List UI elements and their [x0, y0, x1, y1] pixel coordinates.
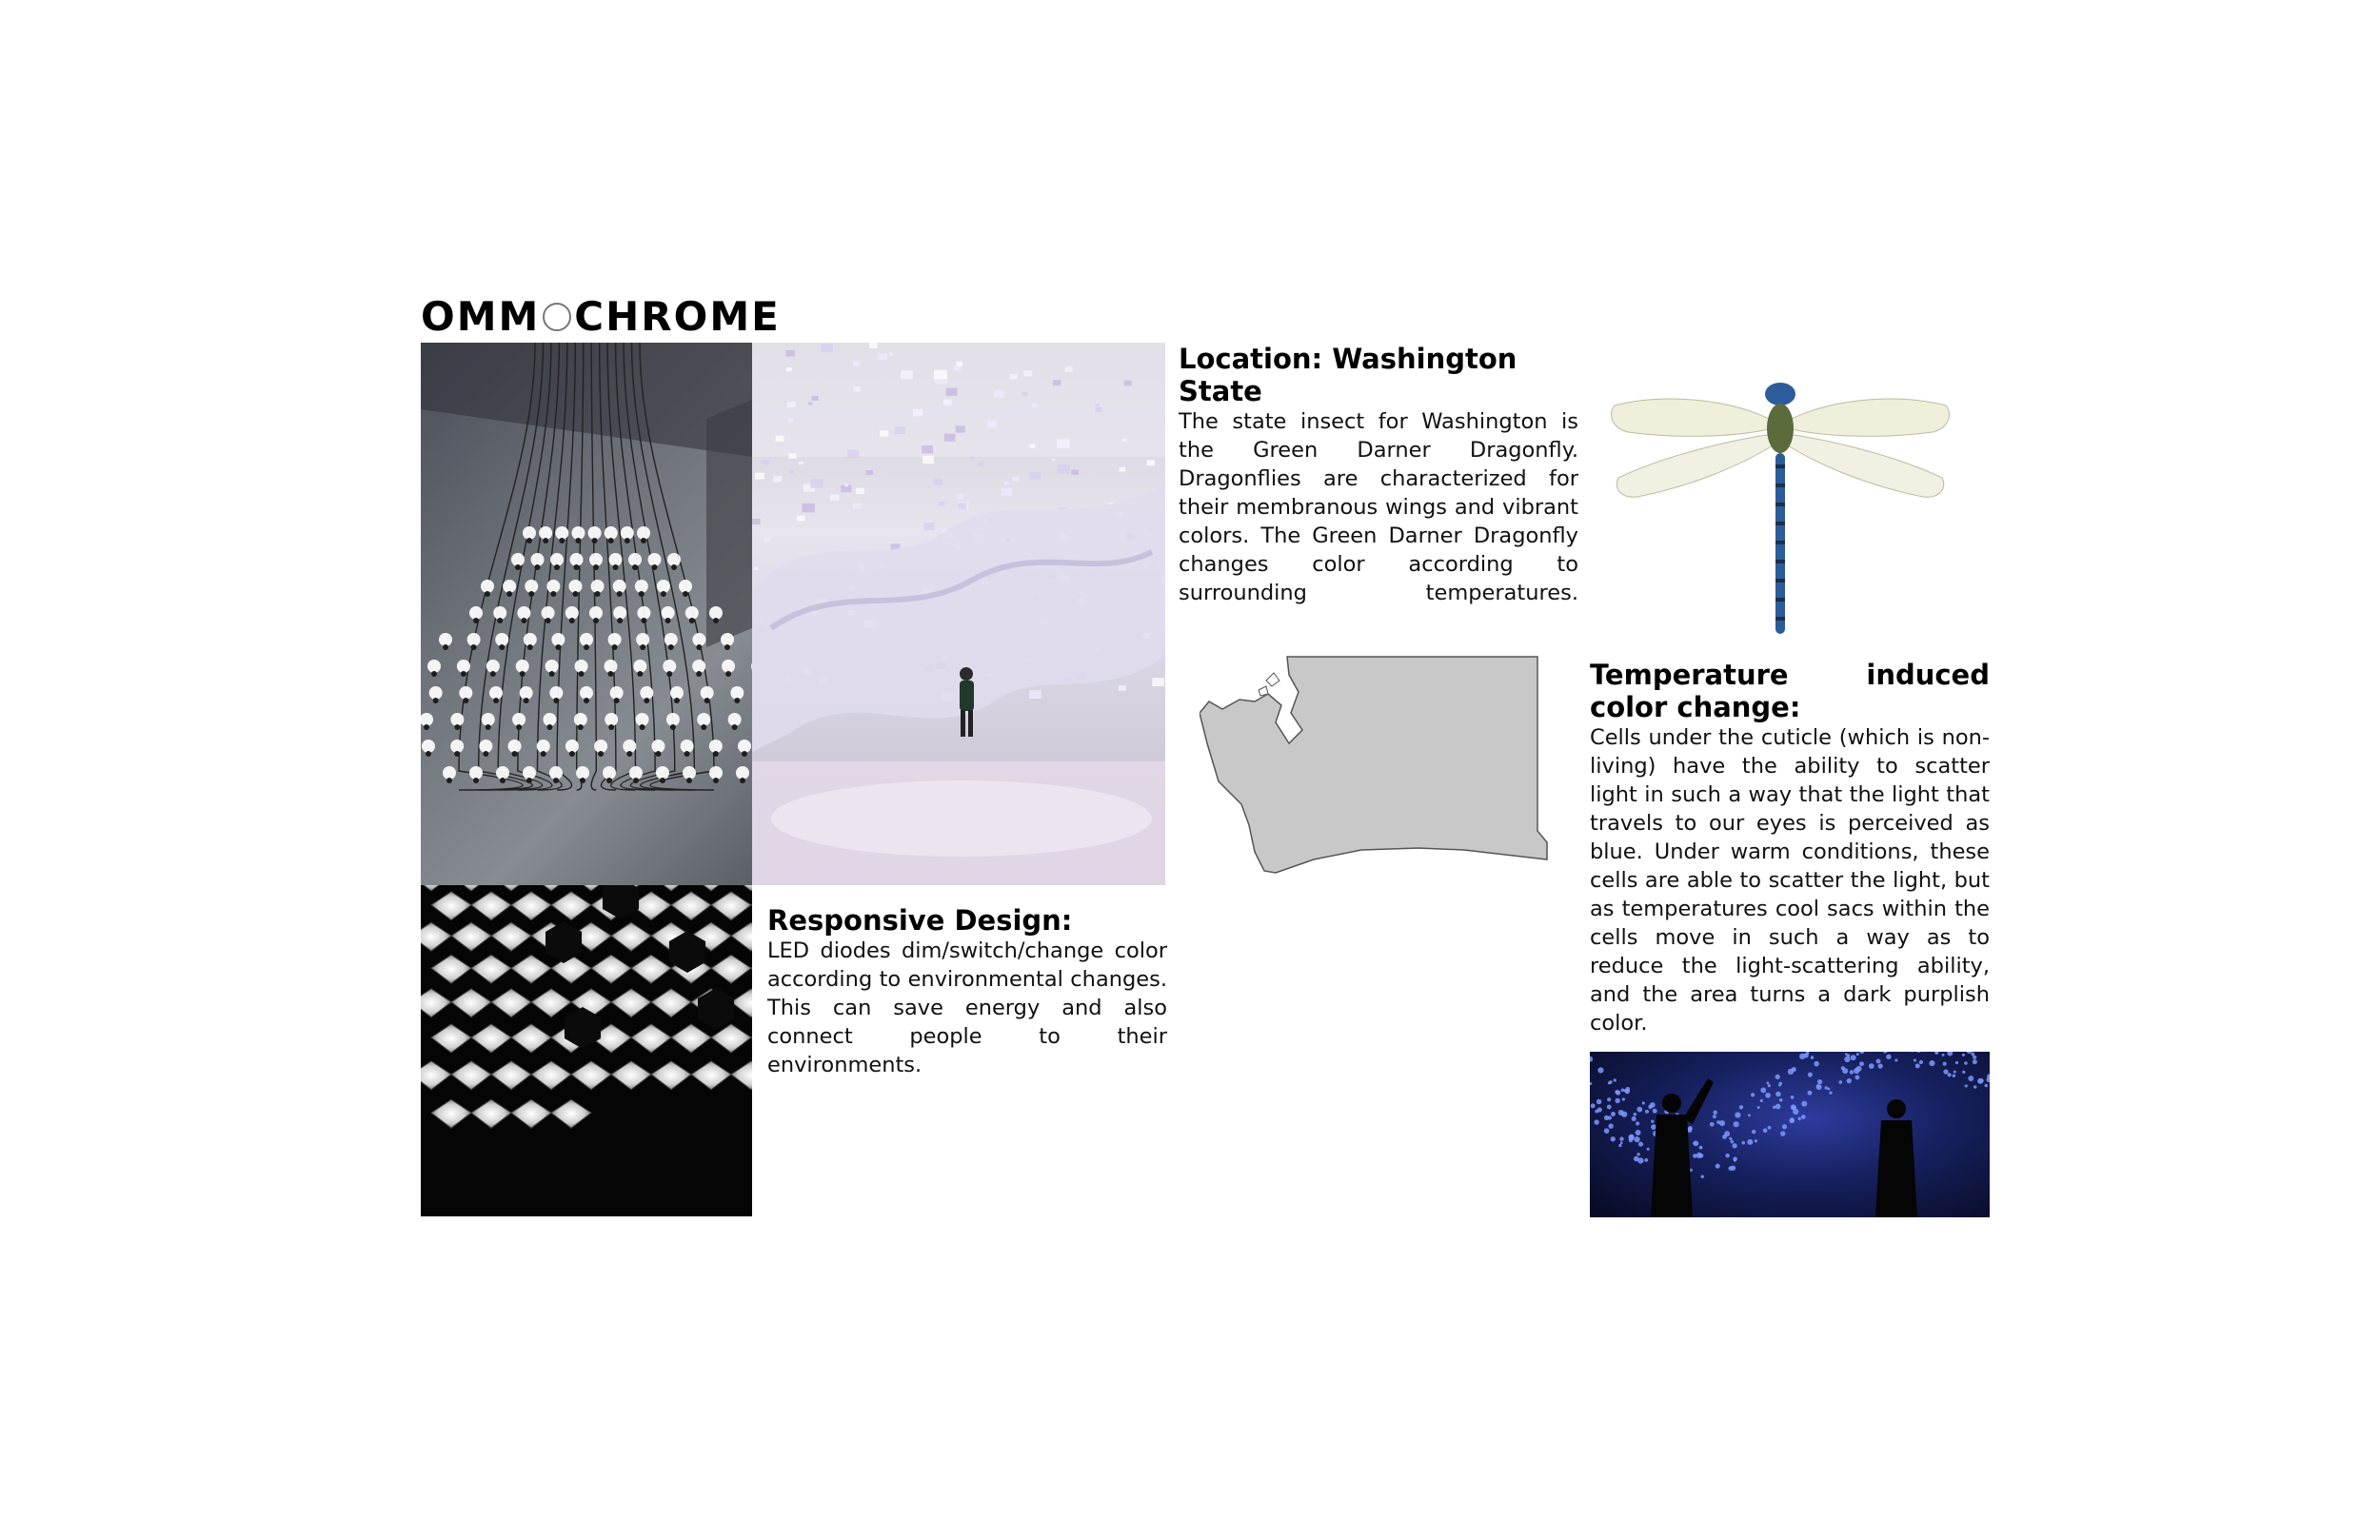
title-part-2: CHROME [574, 293, 781, 340]
ring-icon [543, 303, 571, 331]
temperature-body: Cells under the cuticle (which is non-living) have the ability to scatter light in such a way that the light that travels to our eyes is perceived as blue. Under warm conditions, these cells are able to scatter the light, but as temperatures cool sacs within the cells move in such a way as to reduce the light-scattering ability, and the area turns a dark purplish color. [1590, 725, 1990, 1036]
blue-led-wall-photo [1590, 1052, 1990, 1217]
iridescent-hanging-installation-photo [752, 343, 1165, 885]
temperature-section [1590, 659, 1990, 1037]
temperature-heading: Temperature induced color change: [1590, 659, 1990, 723]
location-body: The state insect for Washington is the Green Darner Dragonfly. Dragonflies are characterized for their membranous wings and vibrant colors. The Green Darner Dragonfly changes color according to surrounding temperatures. [1179, 409, 1578, 605]
location-section [1179, 343, 1578, 607]
responsive-body: LED diodes dim/switch/change color according to environmental changes. This can save energy and also connect people to their environments. [767, 938, 1167, 1077]
washington-state-map [1200, 652, 1552, 882]
green-darner-dragonfly-photo [1599, 373, 1961, 642]
title-part-1: OMM [421, 293, 541, 340]
person-silhouette [960, 667, 974, 737]
people-silhouettes [1651, 1078, 1917, 1217]
responsive-design-section [767, 904, 1167, 1079]
hexagonal-light-tile-ceiling-photo [421, 885, 752, 1216]
responsive-heading: Responsive Design: [767, 904, 1073, 937]
location-heading: Location: Washington State [1179, 343, 1517, 407]
led-net-chandelier-photo [421, 343, 752, 885]
page-title [421, 295, 781, 339]
